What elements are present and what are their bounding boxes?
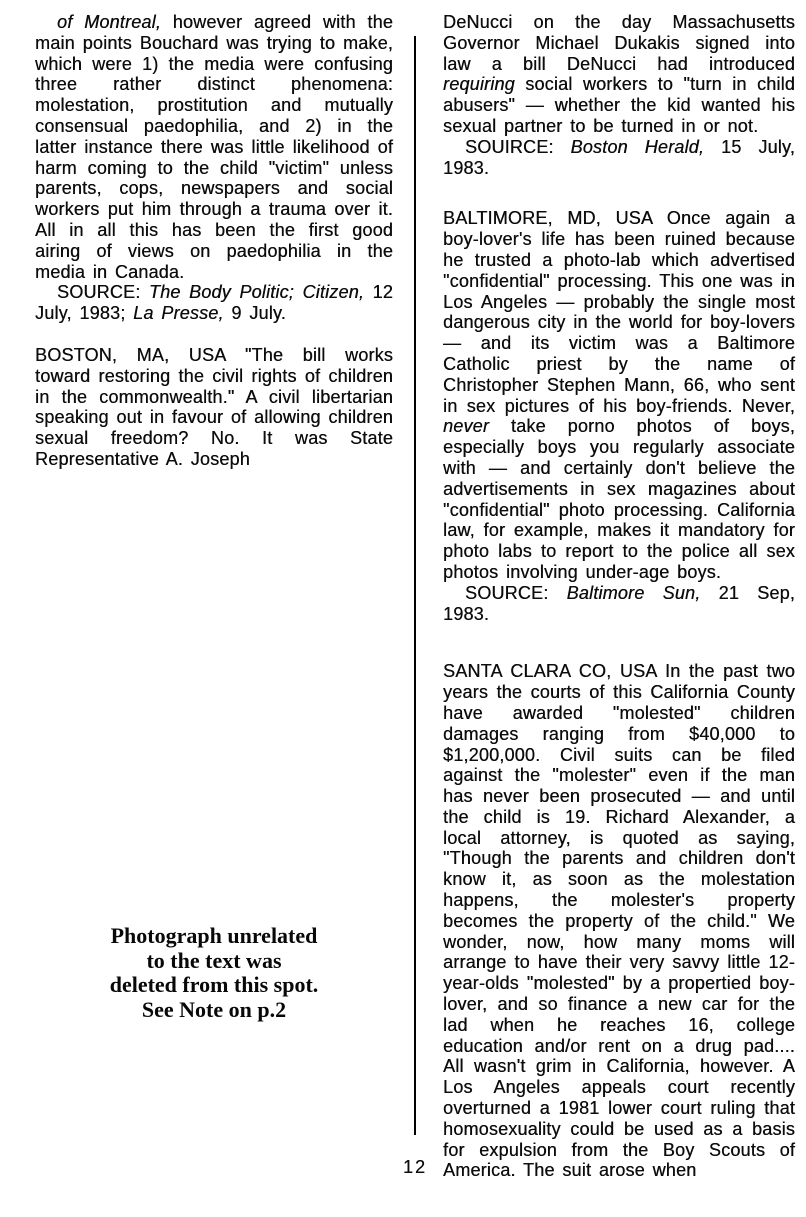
source-line-body-politic: SOURCE: The Body Politic; Citizen, 12 July, 1983; La Presse, 9 July. [35, 282, 393, 324]
photo-note-line: to the text was [146, 947, 282, 973]
right-column [443, 12, 795, 1181]
source-line-boston-herald: SOUIRCE: Boston Herald, 15 July, 1983. [443, 136, 795, 178]
photo-note-line: Photograph unrelated [110, 923, 318, 948]
denucci-paragraph: DeNucci on the day Massachusetts Governor Michael Dukakis signed into law a bill DeNucci had introduced requiring social workers to "turn in child abusers" — whether the kid wanted his sexual partner to be turned in or not. [443, 12, 795, 136]
column-divider-rule [414, 36, 416, 1135]
source-line-baltimore-sun: SOURCE: Baltimore Sun, 21 Sep, 1983. [443, 582, 795, 624]
page-number: 12 [402, 1157, 428, 1177]
photo-deleted-note [35, 924, 393, 1022]
boston-paragraph: BOSTON, MA, USA "The bill works toward restoring the civil rights of children in the commonwealth." A civil libertarian speaking out in favour of allowing children sexual freedom? No. It was State Representative A. Joseph [35, 344, 393, 469]
left-column [35, 12, 394, 1022]
baltimore-paragraph: BALTIMORE, MD, USA Once again a boy-lover's life has been ruined because he trusted a photo-lab which advertised "confidential" processing. This one was in Los Angeles — probably the single most dangerous city in the world for boy-lovers — and its victim was a Baltimore Catholic priest by the name of Christopher Stephen Mann, 66, who sent in sex pictures of his boy-friends. Never, never take porno photos of boys, especially boys you regularly associate with — and certainly don't believe the advertisements in sex magazines about "confidential" photo processing. California law, for example, makes it mandatory for photo labs to report to the police all sex photos involving under-age boys. [443, 208, 795, 582]
santa-clara-paragraph: SANTA CLARA CO, USA In the past two years the courts of this California County have awarded "molested" children damages ranging from $40,000 to $1,200,000. Civil suits can be filed against the "molester" even if the man has never been prosecuted — and until the child is 19. Richard Alexander, a local attorney, is quoted as saying, "Though the parents and children don't know it, as soon as the molestation happens, the molester's property becomes the property of the child." We wonder, now, how many moms will arrange to have their very savvy little 12-year-olds "molested" by a propertied boy-lover, and so finance a new car for the lad when he reaches 16, college education and/or rent on a drug pad.... All wasn't grim in California, however. A Los Angeles appeals court recently overturned a 1981 lower court ruling that homosexuality could be used as a basis for expulsion from the Boy Scouts of America. The suit arose when [443, 661, 795, 1181]
photo-note-line: deleted from this spot. [109, 972, 319, 997]
photo-note-line: See Note on p.2 [141, 996, 287, 1022]
montreal-continuation-paragraph: of Montreal, however agreed with the main points Bouchard was trying to make, which were 1) the media were confusing three rather distinct phenomena: molestation, prostitution and mutually consensual paedophilia, and 2) in the latter instance there was little likelihood of harm coming to the child "victim" unless parents, cops, newspapers and social workers put him through a trauma over it. All in all this has been the first good airing of views on paedophilia in the media in Canada. [35, 12, 394, 282]
